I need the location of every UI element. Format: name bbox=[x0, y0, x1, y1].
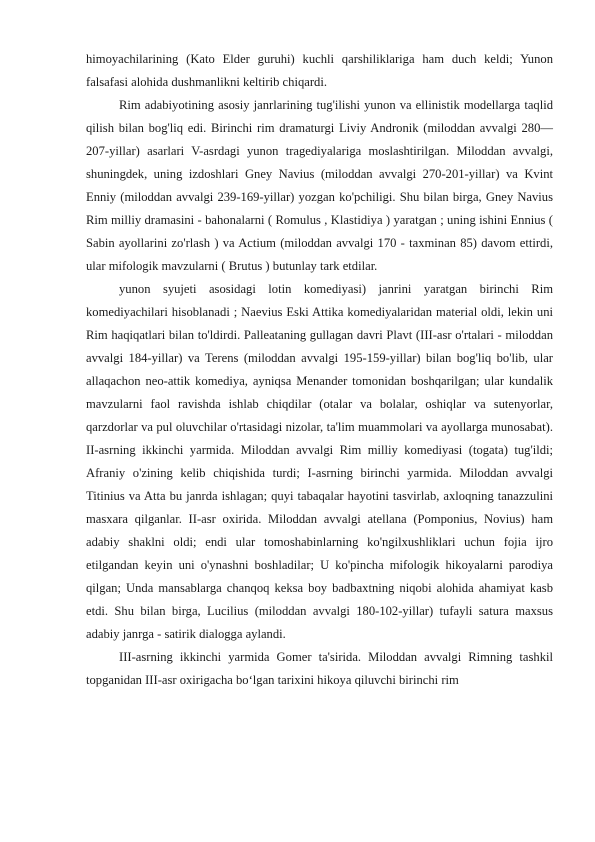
paragraph-4: III-asrning ikkinchi yarmida Gomer ta'sirida. Miloddan avvalgi Rimning tashkil topganidan III-asr oxirigacha bo‘lgan tarixini hikoya qiluvchi birinchi rim bbox=[86, 650, 553, 687]
paragraph-2: Rim adabiyotining asosiy janrlarining tug'ilishi yunon va ellinistik modellarga taqlid qilish bilan bog'liq edi. Birinchi rim dramaturgi Liviy Andronik (miloddan avvalgi 280—207-yillar) asarlari V-asrdagi yunon tragediyalariga moslashtirilgan. Miloddan avvalgi, shuningdek, uning izdoshlari Gney Navius (miloddan avvalgi 270-201-yillar) va Kvint Enniy (miloddan avvalgi 239-169-yillar) yozgan ko'pchiligi. Shu bilan birga, Gney Navius Rim milliy dramasini - bahonalarni ( Romulus , Klastidiya ) yaratgan ; uning ishini Ennius ( Sabin ayollarini zo'rlash ) va Actium (miloddan avvalgi 170 - taxminan 85) davom ettirdi, ular mifologik mavzularni ( Brutus ) butunlay tark etdilar. bbox=[86, 98, 553, 273]
document-page bbox=[86, 48, 553, 692]
paragraph-3: yunon syujeti asosidagi lotin komediyasi) janrini yaratgan birinchi Rim komediyachilari hisoblanadi ; Naevius Eski Attika komediyalaridan material oldi, lekin uni Rim haqiqatlari bilan to'ldirdi. Palleataning gullagan davri Plavt (III-asr o'rtalari - miloddan avvalgi 184-yillar) va Terens (miloddan avvalgi 195-159-yillar) bilan bog'liq bo'lib, ular allaqachon neo-attik komediya, ayniqsa Menander tomonidan boshqarilgan; ular kundalik mavzularni faol ravishda ishlab chiqdilar (otalar va bolalar, oshiqlar va sutenyorlar, qarzdorlar va pul oluvchilar o'rtasidagi nizolar, ta'lim muammolari va ayollarga munosabat). II-asrning ikkinchi yarmida. Miloddan avvalgi Rim milliy komediyasi (togata) tug'ildi; Afraniy o'zining kelib chiqishida turdi; I-asrning birinchi yarmida. Miloddan avvalgi Titinius va Atta bu janrda ishlagan; quyi tabaqalar hayotini tasvirlab, axloqning tanazzulini masxara qilganlar. II-asr oxirida. Miloddan avvalgi atellana (Pomponius, Novius) ham adabiy shaklni oldi; endi ular tomoshabinlarning ko'ngilxushliklari uchun fojia ijro etilgandan keyin uni o'ynashni boshladilar; U ko'pincha mifologik hikoyalarni parodiya qilgan; Unda mansablarga chanqoq keksa boy badbaxtning niqobi alohida ahamiyat kasb etdi. Shu bilan birga, Lucilius (miloddan avvalgi 180-102-yillar) tufayli satura maxsus adabiy janrga - satirik dialogga aylandi. bbox=[86, 282, 553, 641]
paragraph-1: himoyachilarining (Kato Elder guruhi) kuchli qarshiliklariga ham duch keldi; Yunon falsafasi alohida dushmanlikni keltirib chiqardi. bbox=[86, 52, 553, 89]
